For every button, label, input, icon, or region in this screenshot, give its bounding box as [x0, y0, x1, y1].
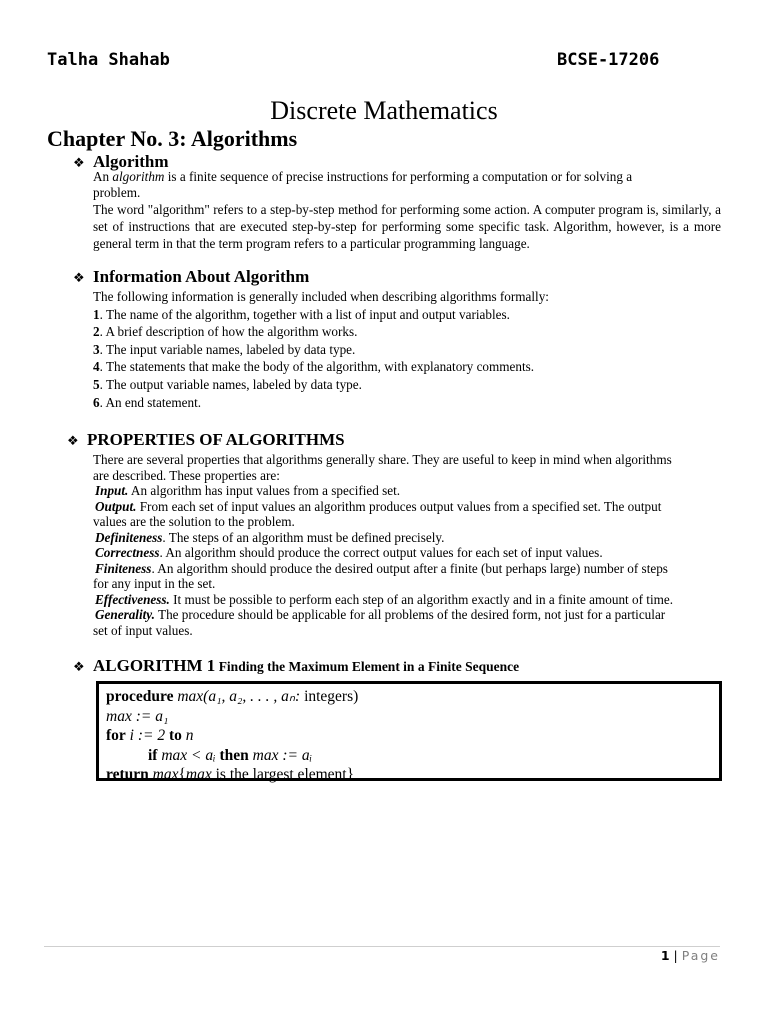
properties-list — [93, 452, 721, 638]
list-item: 6. An end statement. — [93, 394, 202, 410]
list-item: 4. The statements that make the body of the algorithm, with explanatory comments. — [93, 359, 535, 375]
algorithm-paragraph: The word "algorithm" refers to a step-by-step method for performing some action. A computer program is, similarly, a set of instructions that are executed step-by-step for performing some specific task. Algorithm, however, is a more general term in that the term program refers to a particular programming language. — [93, 202, 721, 251]
property-item: Generality. The procedure should be applicable for all problems of the desired form, not just for a particular — [95, 607, 666, 622]
diamond-bullet-icon: ❖ — [67, 434, 79, 449]
property-item: Finiteness. An algorithm should produce the desired output after a finite (but perhaps large) number of steps — [95, 560, 668, 576]
definition-prefix: An — [93, 169, 113, 184]
list-item: 1. The name of the algorithm, together with a list of input and output variables. — [93, 306, 510, 322]
property-item: Input. An algorithm has input values from a specified set. — [95, 483, 401, 498]
property-item: Correctness. An algorithm should produce the correct output values for each set of input values. — [95, 545, 603, 560]
section-properties-heading — [67, 430, 345, 450]
pseudocode-box — [96, 681, 722, 781]
property-item: Output. From each set of input values an algorithm produces output values from a specified set. The output — [95, 498, 662, 514]
section-information-heading — [73, 267, 309, 287]
algorithm-number: ALGORITHM 1 — [93, 656, 216, 675]
author-name: Talha Shahab — [47, 50, 170, 70]
property-item-continued: set of input values. — [93, 622, 193, 638]
document-title: Discrete Mathematics — [270, 96, 498, 125]
property-item-continued: values are the solution to the problem. — [93, 514, 295, 529]
footer-divider — [44, 946, 720, 947]
property-item-continued: for any input in the set. — [93, 576, 216, 591]
section-title: Algorithm — [93, 152, 169, 171]
information-intro: The following information is generally included when describing algorithms formally: — [93, 289, 549, 304]
chapter-heading: Chapter No. 3: Algorithms — [47, 126, 298, 151]
information-list — [93, 288, 721, 411]
list-item: 5. The output variable names, labeled by data type. — [93, 376, 362, 392]
properties-intro-continued: are described. These properties are: — [93, 467, 280, 483]
section-title: Information About Algorithm — [93, 267, 310, 286]
roll-number: BCSE-17206 — [557, 50, 660, 70]
page-footer — [661, 948, 720, 963]
code-line-init: max := a₁ — [106, 707, 169, 725]
page-label: Page — [681, 948, 720, 963]
list-item: 3. The input variable names, labeled by data type. — [93, 341, 356, 357]
page-number: 1 — [660, 948, 670, 963]
list-item: 2. A brief description of how the algorithm works. — [93, 324, 358, 340]
diamond-bullet-icon: ❖ — [73, 156, 85, 171]
diamond-bullet-icon: ❖ — [73, 660, 85, 675]
definition-text: is a finite sequence of precise instructions for performing a computation or for solving a — [164, 169, 633, 184]
algorithm-description: Finding the Maximum Element in a Finite Sequence — [215, 659, 520, 674]
code-line-return: return max{max is the largest element} — [106, 766, 355, 783]
section-title: PROPERTIES OF ALGORITHMS — [87, 430, 345, 449]
algorithm-definition — [93, 169, 721, 201]
code-line-procedure: procedure max(a₁, a₂, . . . , aₙ: integers) — [106, 688, 359, 705]
definition-text-continued: problem. — [93, 185, 141, 200]
section-algorithm1-heading — [73, 656, 519, 676]
footer-separator: | — [669, 948, 682, 963]
code-line-if: if max < aᵢ then max := aᵢ — [148, 746, 313, 764]
property-item: Definiteness. The steps of an algorithm must be defined precisely. — [95, 529, 445, 545]
property-item: Effectiveness. It must be possible to perform each step of an algorithm exactly and in a finite amount of time. — [95, 591, 674, 607]
definition-term: algorithm — [112, 169, 165, 184]
properties-intro: There are several properties that algorithms generally share. They are useful to keep in mind when algorithms — [93, 452, 672, 467]
diamond-bullet-icon: ❖ — [73, 271, 85, 286]
code-line-for: for i := 2 to n — [106, 727, 194, 744]
